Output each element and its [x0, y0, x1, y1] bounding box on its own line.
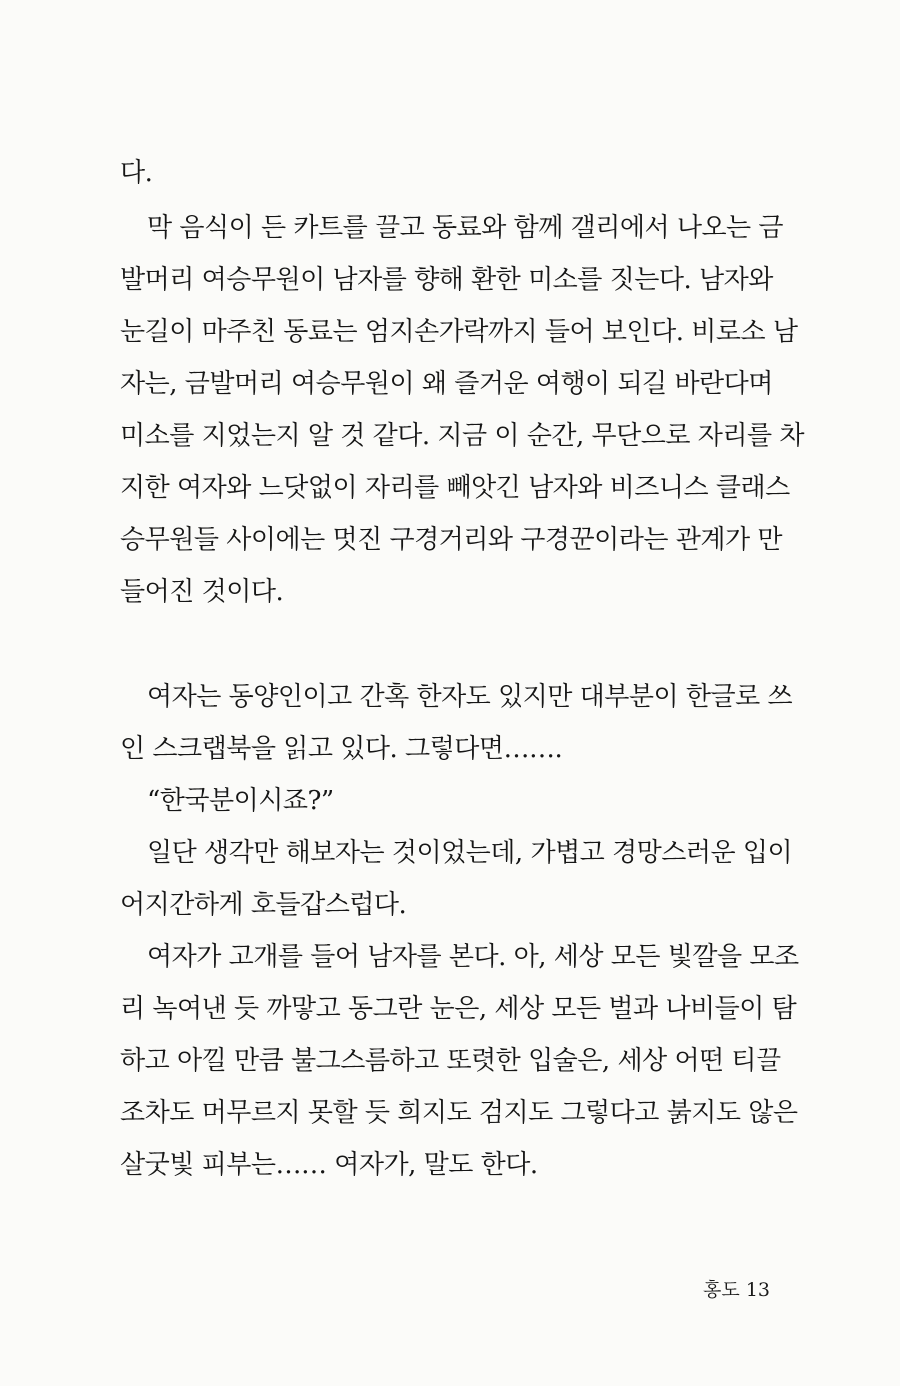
- page-footer: [690, 1278, 770, 1302]
- text-line: 하고 아낄 만큼 불그스름하고 또렷한 입술은, 세상 어떤 티끌: [120, 1046, 781, 1076]
- book-title: 홍도: [703, 1279, 740, 1301]
- text-line: 눈길이 마주친 동료는 엄지손가락까지 들어 보인다. 비로소 남: [120, 317, 798, 347]
- text-line: 여자는 동양인이고 간혹 한자도 있지만 대부분이 한글로 쓰: [147, 682, 793, 712]
- text-line: 다.: [120, 158, 153, 188]
- text-line: 막 음식이 든 카트를 끌고 동료와 함께 갤리에서 나오는 금: [147, 213, 784, 243]
- page-number: 13: [745, 1279, 770, 1301]
- text-line: 어지간하게 호들갑스럽다.: [120, 890, 407, 920]
- text-line: 인 스크랩북을 읽고 있다. 그렇다면…….: [120, 734, 563, 764]
- text-line: 자는, 금발머리 여승무원이 왜 즐거운 여행이 되길 바란다며: [120, 369, 773, 399]
- text-line: 지한 여자와 느닷없이 자리를 빼앗긴 남자와 비즈니스 클래스: [120, 473, 790, 503]
- text-line: 일단 생각만 해보자는 것이었는데, 가볍고 경망스러운 입이: [147, 838, 793, 868]
- text-line: 들어진 것이다.: [120, 577, 284, 607]
- text-line: 미소를 지었는지 알 것 같다. 지금 이 순간, 무단으로 자리를 차: [120, 421, 804, 451]
- text-line: 조차도 머무르지 못할 듯 희지도 검지도 그렇다고 붉지도 않은: [120, 1098, 798, 1128]
- text-line: “한국분이시죠?”: [147, 786, 334, 816]
- text-line: 살굿빛 피부는…… 여자가, 말도 한다.: [120, 1150, 538, 1180]
- text-line: 발머리 여승무원이 남자를 향해 환한 미소를 짓는다. 남자와: [120, 265, 773, 295]
- text-line: 승무원들 사이에는 멋진 구경거리와 구경꾼이라는 관계가 만: [120, 525, 782, 555]
- text-line: 리 녹여낸 듯 까맣고 동그란 눈은, 세상 모든 벌과 나비들이 탐: [120, 994, 797, 1024]
- text-line: 여자가 고개를 들어 남자를 본다. 아, 세상 모든 빛깔을 모조: [147, 942, 799, 972]
